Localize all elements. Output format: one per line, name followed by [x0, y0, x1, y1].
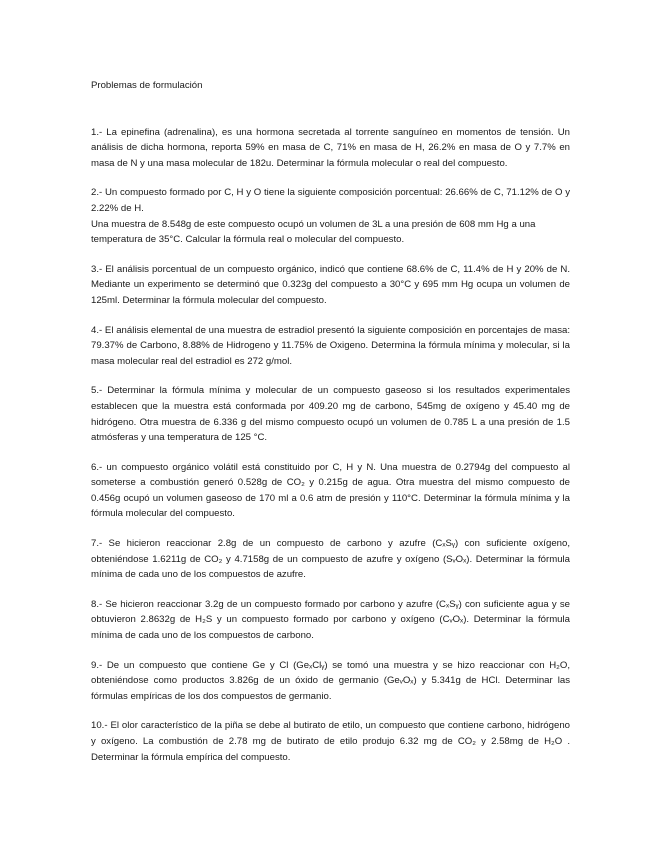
problem-text: 5.- Determinar la fórmula mínima y molecular de un compuesto gaseoso si los resultados experimentales establecen que la muestra está conformada por 409.20 mg de carbono, 545mg de oxígeno y 45.40 mg de hidrógeno. Otra muestra de 6.336 g del mismo compuesto ocupó un volumen de 0.785 L a una presión de 1.5 atmósferas y una temperatura de 125 °C.	[91, 385, 570, 444]
problem-text: 3.- El análisis porcentual de un compuesto orgánico, indicó que contiene 68.6% de C, 11.4% de H y 20% de N. Mediante un experimento se determinó que 0.323g del compuesto a 30°C y 695 mm Hg ocupa un volumen de 125ml. Determinar la fórmula molecular del compuesto.	[91, 263, 570, 306]
problem-text: 7.- Se hicieron reaccionar 2.8g de un compuesto de carbono y azufre (CₓSᵧ) con suficiente oxígeno, obteniéndose 1.6211g de CO₂ y 4.7158g de un compuesto de azufre y oxígeno (SᵥOₓ). Determinar la fórmula mínima de cada uno de los compuestos de azufre.	[91, 538, 570, 581]
problem-9	[91, 658, 570, 705]
problem-text: 2.- Un compuesto formado por C, H y O tiene la siguiente composición porcentual: 26.66% de C, 71.12% de O y 2.22% de H.	[91, 187, 570, 214]
problem-text: 1.- La epinefina (adrenalina), es una hormona secretada al torrente sanguíneo en momentos de tensión. Un análisis de dicha hormona, reporta 59% en masa de C, 71% en masa de H, 26.2% en masa de O y 7.7% en masa de N y una masa molecular de 182u. Determinar la fórmula molecular o real del compuesto.	[91, 126, 570, 169]
problem-2	[91, 185, 570, 247]
problem-4	[91, 323, 570, 370]
problem-5	[91, 383, 570, 445]
problem-1	[91, 125, 570, 172]
problem-text: 9.- De un compuesto que contiene Ge y Cl (GeₓClᵧ) se tomó una muestra y se hizo reaccionar con H₂O, obteniéndose como productos 3.826g de un óxido de germanio (GeᵥOₓ) y 5.341g de HCl. Determinar las fórmulas empíricas de los dos compuestos de germanio.	[91, 659, 570, 702]
problem-text: 10.- El olor característico de la piña se debe al butirato de etilo, un compuesto que contiene carbono, hidrógeno y oxígeno. La combustión de 2.78 mg de butirato de etilo produjo 6.32 mg de CO₂ y 2.58mg de H₂O . Determinar la fórmula empírica del compuesto.	[91, 720, 570, 763]
problem-8	[91, 597, 570, 644]
problem-text: 6.- un compuesto orgánico volátil está constituido por C, H y N. Una muestra de 0.2794g del compuesto al someterse a combustión generó 0.528g de CO₂ y 0.215g de agua. Otra muestra del mismo compuesto de 0.456g ocupó un volumen gaseoso de 170 ml a 0.6 atm de presión y 110°C. Determinar la fórmula mínima y la fórmula molecular del compuesto.	[91, 461, 570, 520]
problem-text: 8.- Se hicieron reaccionar 3.2g de un compuesto formado por carbono y azufre (CₓSᵧ) con suficiente agua y se obtuvieron 2.8632g de H₂S y un compuesto formado por carbono y oxígeno (CᵥOₓ). Determinar la fórmula mínima de cada uno de los compuestos de carbono.	[91, 598, 570, 642]
problem-text: 4.- El análisis elemental de una muestra de estradiol presentó la siguiente composición en porcentajes de masa: 79.37% de Carbono, 8.88% de Hidrogeno y 11.75% de Oxigeno. Determina la fórmula mínima y molecular, si la masa molecular real del estradiol es 272 g/mol.	[91, 324, 570, 367]
problem-7	[91, 536, 570, 583]
problem-text-continued: Una muestra de 8.548g de este compuesto ocupó un volumen de 3L a una presión de 608 mm Hg a una temperatura de 35°C. Calcular la fórmula real o molecular del compuesto.	[91, 218, 536, 246]
document-title: Problemas de formulación	[91, 80, 203, 91]
problem-10	[91, 718, 570, 765]
problem-3	[91, 262, 570, 309]
problem-6	[91, 460, 570, 522]
